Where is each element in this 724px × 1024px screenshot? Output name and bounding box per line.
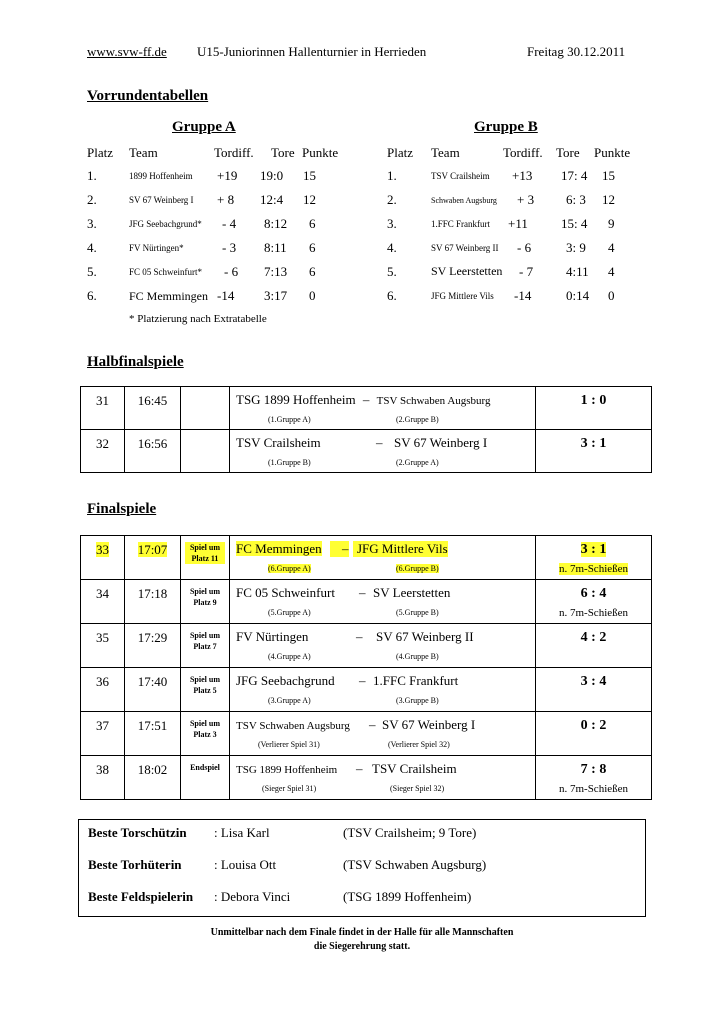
group-b-team: Schwaben Augsburg [431, 196, 497, 205]
away-team: SV 67 Weinberg I [394, 435, 488, 450]
group-a-platz: 4. [87, 240, 97, 255]
group-a-punkte: 6 [309, 240, 316, 255]
section-heading-halbfinale: Halbfinalspiele [87, 354, 184, 370]
game-teams [236, 761, 531, 777]
group-b-tore: 4:11 [566, 264, 589, 279]
home-team: JFG Seebachgrund [236, 673, 335, 688]
home-team-origin: (3.Gruppe A) [268, 696, 311, 705]
group-a-team: 1899 Hoffenheim [129, 171, 193, 181]
away-team-origin: (2.Gruppe A) [396, 458, 439, 467]
table-row [81, 624, 652, 668]
game-time: 16:56 [137, 436, 168, 451]
group-b-team: SV Leerstetten [431, 264, 503, 278]
group-a-platz: 1. [87, 168, 97, 183]
col-header-tore-b: Tore [556, 145, 580, 160]
away-team: TSV Schwaben Augsburg [376, 395, 491, 407]
group-a-diff: - 3 [222, 240, 237, 255]
halbfinale-table [80, 386, 652, 473]
award-label: Beste Torschützin [88, 825, 187, 840]
game-number: 32 [96, 436, 109, 451]
table-row [81, 430, 652, 473]
group-b-punkte: 15 [602, 168, 615, 183]
game-type: Spiel um Platz 11 [185, 542, 225, 564]
group-a-punkte: 6 [309, 264, 316, 279]
game-time: 17:07 [137, 542, 168, 557]
team-separator: – [376, 435, 383, 450]
group-a-team: SV 67 Weinberg I [129, 195, 194, 205]
group-b-tore: 17: 4 [561, 168, 588, 183]
table-row [81, 668, 652, 712]
col-header-punkte-a: Punkte [302, 145, 339, 160]
group-b-punkte: 12 [602, 192, 615, 207]
home-team-origin: (Verlierer Spiel 31) [258, 740, 320, 749]
table-row [81, 536, 652, 580]
group-a-tore: 8:11 [264, 240, 287, 255]
group-b-tore: 6: 3 [566, 192, 586, 207]
game-result: 1 : 0 [580, 393, 607, 408]
group-b-platz: 6. [387, 288, 397, 303]
game-result: 7 : 8 [580, 762, 607, 777]
group-b-punkte: 4 [608, 264, 615, 279]
group-b-platz: 5. [387, 264, 397, 279]
award-team: (TSV Schwaben Augsburg) [343, 857, 487, 872]
game-result: 4 : 2 [580, 630, 607, 645]
home-team: FC 05 Schweinfurt [236, 585, 335, 600]
home-team-origin: (1.Gruppe B) [268, 458, 311, 467]
group-a-diff: +19 [217, 168, 238, 183]
game-teams [236, 392, 491, 408]
document-title: U15-Juniorinnen Hallenturnier in Herrieden [197, 44, 427, 59]
group-a-platz: 6. [87, 288, 97, 303]
group-b-diff: + 3 [517, 192, 535, 207]
group-b-diff: - 6 [517, 240, 532, 255]
home-team-origin: (6.Gruppe A) [268, 564, 311, 573]
away-team-origin: (Verlierer Spiel 32) [388, 740, 450, 749]
game-teams [236, 541, 531, 557]
away-team: 1.FFC Frankfurt [373, 673, 459, 688]
group-b-team: SV 67 Weinberg II [431, 243, 499, 253]
awards-box [78, 819, 646, 917]
group-a-diff: + 8 [217, 192, 235, 207]
award-winner: : Lisa Karl [214, 825, 270, 840]
col-header-team-b: Team [431, 145, 460, 160]
home-team-origin: (1.Gruppe A) [268, 415, 311, 424]
result-note: n. 7m-Schießen [558, 563, 629, 575]
group-a-platz: 3. [87, 216, 97, 231]
group-b-punkte: 4 [608, 240, 615, 255]
game-teams [236, 629, 531, 645]
home-team: TSV Crailsheim [236, 435, 321, 450]
home-team-origin: (5.Gruppe A) [268, 608, 311, 617]
away-team: TSV Crailsheim [372, 761, 457, 776]
group-a-team: FC Memmingen [129, 289, 209, 303]
table-row [81, 712, 652, 756]
game-time: 16:45 [137, 393, 168, 408]
group-b-diff: +11 [508, 216, 528, 231]
award-winner: : Louisa Ott [214, 857, 277, 872]
home-team: FC Memmingen [236, 541, 322, 556]
group-a-diff: - 4 [222, 216, 237, 231]
col-header-tordiff-a: Tordiff. [214, 145, 254, 160]
game-number: 35 [96, 630, 109, 645]
team-separator: – [356, 761, 363, 776]
table-row [81, 387, 652, 430]
away-team: SV Leerstetten [373, 585, 451, 600]
game-teams [236, 717, 531, 733]
home-team-origin: (4.Gruppe A) [268, 652, 311, 661]
away-team-origin: (5.Gruppe B) [396, 608, 439, 617]
section-heading-finale: Finalspiele [87, 501, 157, 517]
game-type: Spiel um Platz 7 [189, 631, 220, 651]
document-date: Freitag 30.12.2011 [527, 44, 626, 59]
team-separator: – [330, 541, 349, 557]
game-time: 17:40 [137, 674, 168, 689]
game-time: 17:18 [137, 586, 168, 601]
group-a-tore: 8:12 [264, 216, 288, 231]
game-type: Spiel um Platz 5 [189, 675, 220, 695]
group-b-team: 1.FFC Frankfurt [431, 219, 491, 229]
away-team: JFG Mittlere Vils [353, 541, 448, 557]
game-type: Endspiel [190, 763, 220, 772]
game-type: Spiel um Platz 9 [189, 587, 220, 607]
group-a-tore: 7:13 [264, 264, 288, 279]
away-team-origin: (Sieger Spiel 32) [390, 784, 445, 793]
home-team: TSG 1899 Hoffenheim [236, 392, 356, 407]
group-b-tore: 3: 9 [566, 240, 586, 255]
col-header-platz-a: Platz [87, 145, 113, 160]
game-number: 38 [96, 762, 109, 777]
group-a-footnote: * Platzierung nach Extratabelle [129, 313, 267, 325]
game-teams [236, 585, 531, 601]
away-team: SV 67 Weinberg I [382, 717, 476, 732]
group-a-punkte: 6 [309, 216, 316, 231]
game-teams [236, 673, 531, 689]
website-link[interactable]: www.svw-ff.de [87, 44, 167, 59]
away-team: SV 67 Weinberg II [376, 629, 474, 644]
group-a-punkte: 15 [303, 168, 316, 183]
section-heading-vorrunde: Vorrundentabellen [87, 88, 209, 104]
group-a-team: FV Nürtingen* [129, 243, 184, 253]
game-type: Spiel um Platz 3 [189, 719, 220, 739]
group-b-title: Gruppe B [474, 119, 538, 135]
game-time: 18:02 [137, 762, 168, 777]
game-time: 17:51 [137, 718, 168, 733]
group-b-platz: 4. [387, 240, 397, 255]
col-header-platz-b: Platz [387, 145, 413, 160]
group-b-platz: 2. [387, 192, 397, 207]
col-header-tore-a: Tore [271, 145, 295, 160]
result-note: n. 7m-Schießen [558, 607, 629, 619]
table-row [81, 756, 652, 800]
group-a-platz: 5. [87, 264, 97, 279]
finale-table [80, 535, 652, 800]
group-b-tore: 15: 4 [561, 216, 588, 231]
game-number: 37 [96, 718, 109, 733]
away-team-origin: (3.Gruppe B) [396, 696, 439, 705]
home-team-origin: (Sieger Spiel 31) [262, 784, 317, 793]
game-result: 6 : 4 [580, 586, 607, 601]
team-separator: – [356, 629, 363, 644]
group-b-platz: 1. [387, 168, 397, 183]
game-teams [236, 435, 531, 451]
game-result: 0 : 2 [580, 718, 607, 733]
team-separator: – [362, 392, 370, 407]
col-header-punkte-b: Punkte [594, 145, 631, 160]
group-a-tore: 19:0 [260, 168, 284, 183]
home-team: TSG 1899 Hoffenheim [236, 764, 338, 776]
footer-line-1: Unmittelbar nach dem Finale findet in der Halle für alle Mannschaften [210, 927, 514, 938]
game-number: 34 [96, 586, 109, 601]
group-b-punkte: 0 [608, 288, 615, 303]
home-team: FV Nürtingen [236, 629, 309, 644]
table-row [81, 580, 652, 624]
group-b-diff: +13 [512, 168, 533, 183]
award-label: Beste Feldspielerin [88, 889, 194, 904]
group-a-tore: 3:17 [264, 288, 288, 303]
game-number: 31 [96, 393, 109, 408]
group-a-platz: 2. [87, 192, 97, 207]
award-winner: : Debora Vinci [214, 889, 291, 904]
team-separator: – [369, 717, 376, 732]
footer-line-2: die Siegerehrung statt. [313, 941, 411, 952]
award-team: (TSV Crailsheim; 9 Tore) [343, 825, 477, 840]
group-a-title: Gruppe A [172, 119, 236, 135]
group-a-diff: -14 [217, 288, 235, 303]
group-b-punkte: 9 [608, 216, 615, 231]
game-result: 3 : 1 [580, 542, 607, 557]
game-result: 3 : 4 [580, 674, 607, 689]
award-team: (TSG 1899 Hoffenheim) [343, 889, 472, 904]
group-a-punkte: 0 [309, 288, 316, 303]
away-team-origin: (4.Gruppe B) [396, 652, 439, 661]
group-b-diff: -14 [514, 288, 532, 303]
away-team-origin: (2.Gruppe B) [396, 415, 439, 424]
group-b-tore: 0:14 [566, 288, 590, 303]
home-team: TSV Schwaben Augsburg [236, 720, 350, 732]
group-a-diff: - 6 [224, 264, 239, 279]
group-b-diff: - 7 [519, 264, 534, 279]
result-note: n. 7m-Schießen [558, 783, 629, 795]
group-b-platz: 3. [387, 216, 397, 231]
col-header-team-a: Team [129, 145, 158, 160]
group-a-team: JFG Seebachgrund* [129, 219, 202, 229]
group-b-team: TSV Crailsheim [431, 171, 490, 181]
game-number: 36 [96, 674, 109, 689]
team-separator: – [359, 673, 366, 688]
away-team-origin: (6.Gruppe B) [396, 564, 439, 573]
group-a-team: FC 05 Schweinfurt* [129, 267, 202, 277]
game-result: 3 : 1 [580, 436, 607, 451]
group-a-punkte: 12 [303, 192, 316, 207]
game-time: 17:29 [137, 630, 168, 645]
group-a-tore: 12:4 [260, 192, 284, 207]
group-b-team: JFG Mittlere Vils [431, 291, 494, 301]
col-header-tordiff-b: Tordiff. [503, 145, 543, 160]
game-number: 33 [96, 542, 109, 557]
award-label: Beste Torhüterin [88, 857, 182, 872]
team-separator: – [359, 585, 366, 600]
